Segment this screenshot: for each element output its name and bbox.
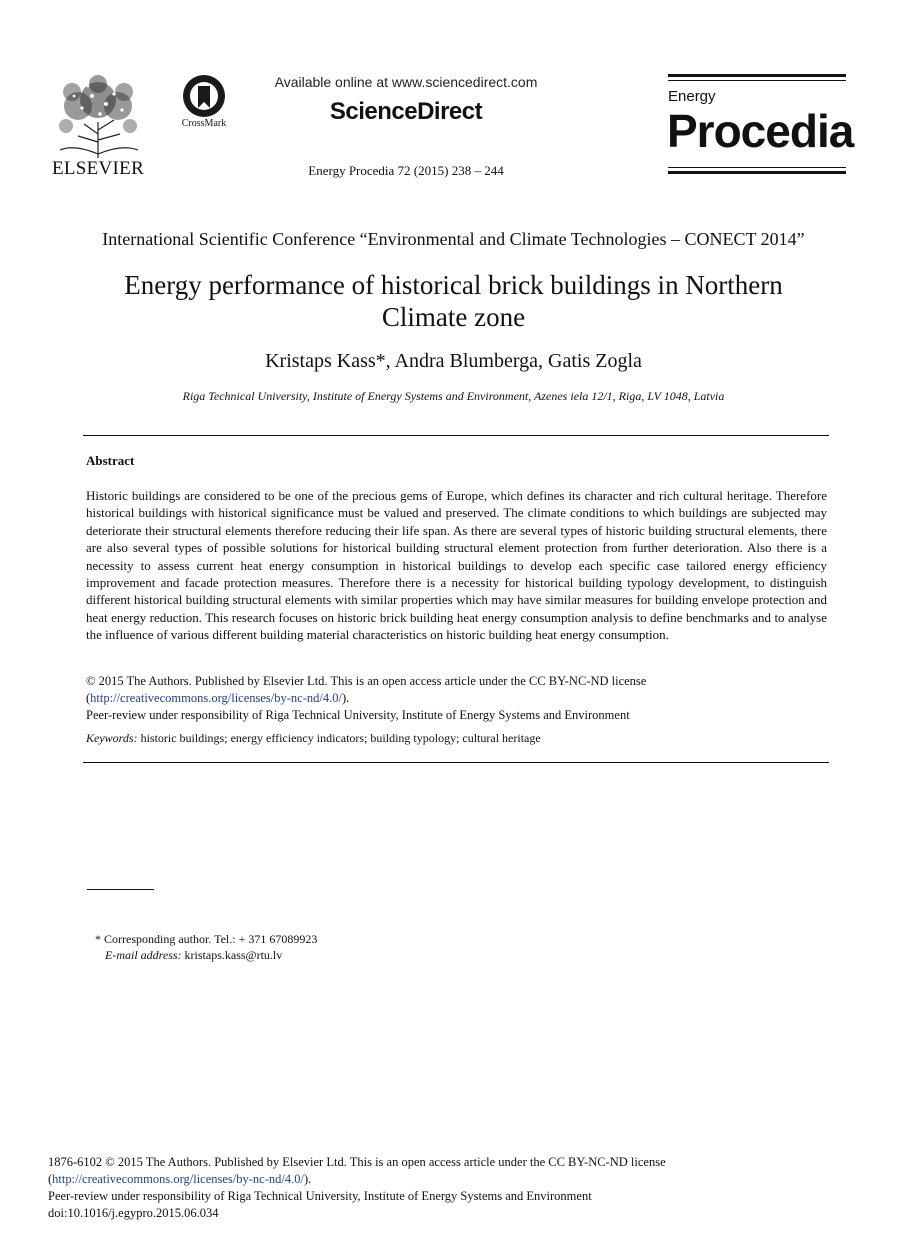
elsevier-wordmark: ELSEVIER [51,158,145,179]
doi[interactable]: doi:10.1016/j.egypro.2015.06.034 [48,1206,219,1220]
email-address[interactable]: kristaps.kass@rtu.lv [181,948,283,962]
license-close-paren: ). [341,691,350,705]
abstract-text: Historic buildings are considered to be one of the precious gems of Europe, which defines its character and rich cultural heritage. Therefore historical buildings with historical significance must be valued and preserved. The climate conditions to which buildings are subjected may deteriorate their structural elements therefore reducing their life span. As there are several types of historic building structural elements, there are also several types of possible solutions for historical building structural element protection from further deterioration. Also there is a necessity to assess current heat energy consumption in historical buildings to develop each specific case tailored energy efficiency improvement and facade protection measures. Therefore there is a necessity for historical building typology development, to distinguish different historical building structural elements with similar properties which may have similar measures for building envelope protection and heat energy reduction. This research focuses on historic brick building heat energy consumption analysis to define benchmarks and to analyse the influence of various different building material characteristics on historic building heat energy consumption. [86,488,827,643]
keywords-label: Keywords: [86,731,138,745]
logo-rule [668,80,846,81]
footer-license-line [48,1171,868,1188]
license-open-paren: ( [86,691,91,705]
issn-line: 1876-6102 © 2015 The Authors. Published by Elsevier Ltd. This is an open access article under the CC BY-NC-ND license [48,1155,666,1169]
abstract-heading: Abstract [86,453,135,468]
footer-peer-review: Peer-review under responsibility of Riga Technical University, Institute of Energy Systems and Environment [48,1189,592,1203]
author-list: Kristaps Kass*, Andra Blumberga, Gatis Zogla [265,350,642,372]
logo-rule [668,171,846,174]
conference-name: International Scientific Conference “Environmental and Climate Technologies – CONECT 2014” [102,229,805,249]
keywords [86,731,826,746]
sciencedirect-logo[interactable]: ScienceDirect [329,98,483,125]
license-text: © 2015 The Authors. Published by Elsevier Ltd. This is an open access article under the CC BY-NC-ND license [86,674,647,688]
peer-review-notice: Peer-review under responsibility of Riga Technical University, Institute of Energy Systems and Environment [86,708,630,722]
corresponding-author-footnote [95,931,317,963]
footnote-rule [87,889,154,890]
procedia-energy-label: Energy [668,88,716,105]
journal-citation: Energy Procedia 72 (2015) 238 – 244 [308,163,504,178]
footer-open-paren: ( [48,1172,53,1186]
logo-rule [668,167,846,168]
keywords-list: historic buildings; energy efficiency indicators; building typology; cultural heritage [137,731,541,745]
publication-footer [48,1154,868,1222]
paper-title: Energy performance of historical brick buildings in Northern Climate zone [124,270,783,332]
energy-procedia-logo [667,74,854,178]
bottom-divider [83,762,829,763]
crossmark-label: CrossMark [181,118,227,129]
email-line [95,947,317,963]
email-label: E-mail address: [105,948,182,962]
license-link[interactable]: http://creativecommons.org/licenses/by-nc-nd/4.0/ [90,691,342,705]
affiliation: Riga Technical University, Institute of Energy Systems and Environment, Azenes iela 12/1, Riga, LV 1048, Latvia [182,389,725,403]
available-online-text: Available online at www.sciencedirect.com [274,74,538,90]
license-notice [86,673,826,707]
corresponding-author: * Corresponding author. Tel.: + 371 67089923 [95,932,318,946]
footer-close-paren: ). [303,1172,312,1186]
top-divider [83,435,829,436]
footer-license-link[interactable]: http://creativecommons.org/licenses/by-nc-nd/4.0/ [52,1172,304,1186]
logo-rule [668,74,846,77]
procedia-wordmark: Procedia [667,105,854,157]
